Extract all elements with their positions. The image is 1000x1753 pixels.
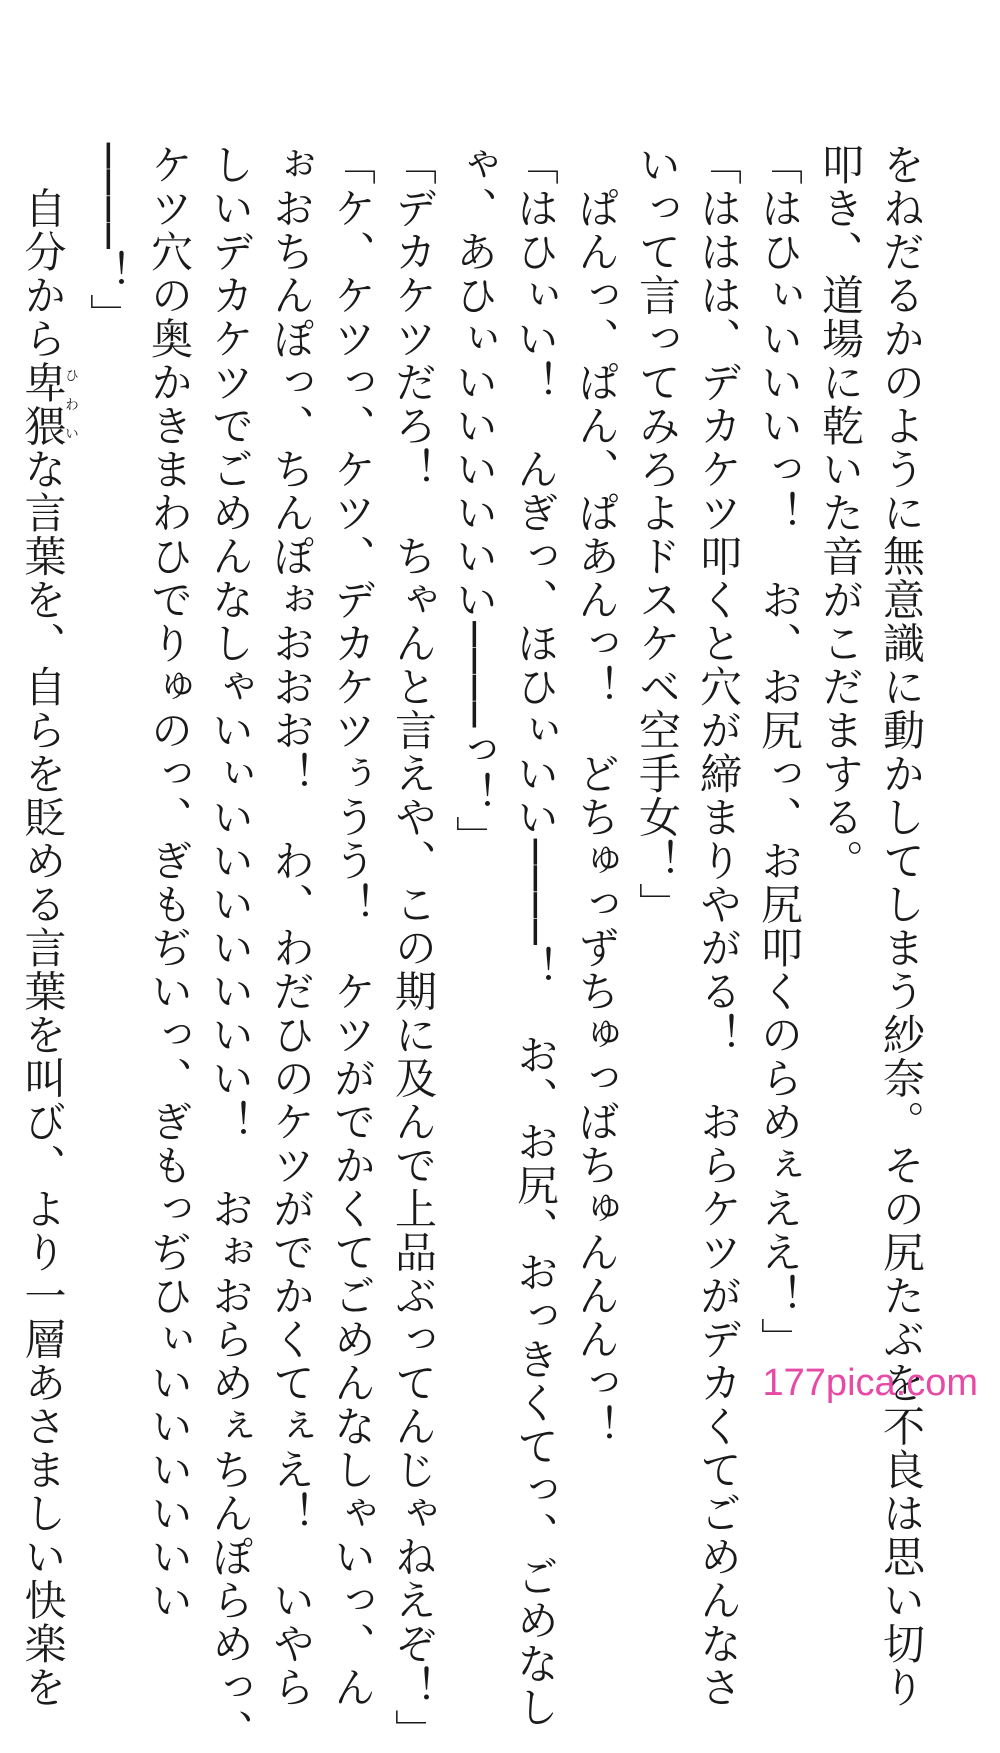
text-line: ケツ穴の奥かきまわひでりゅのっ、ぎもぢいっ、ぎもっぢひぃいいいいいい (145, 143, 194, 1622)
text-line: ぱんっ、ぱん、ぱあんっ！ どちゅっずちゅっばちゅんんんっ！ (572, 143, 621, 1448)
ruby-annotation (18, 360, 79, 448)
text-line: ────！」 (84, 143, 133, 338)
text-line: しいデカケツでごめんなしゃいぃいいいいいいい！ おぉおらめぇちんぽらめっ、 (206, 143, 255, 1753)
text-line: 「ケ、ケツっ、ケツ、デカケツぅうう！ ケツがでかくてごめんなしゃいっ、ん (328, 143, 377, 1709)
text-line: 「デカケツだろ！ ちゃんと言えや、この期に及んで上品ぶってんじゃねえぞ！」 (389, 143, 438, 1753)
text-segment: 自分から (18, 143, 68, 361)
text-line: ゃ、あひぃいいいいいい────っ！」 (450, 143, 499, 860)
text-line: 叩き、道場に乾いた音がこだまする。 (816, 143, 865, 883)
text-line: いって言ってみろよドスケベ空手女！」 (633, 143, 682, 926)
watermark-text: 177pica.com (762, 1362, 978, 1404)
text-line: をねだるかのように無意識に動かしてしまう紗奈。その尻たぶを不良は思い切り (877, 143, 926, 1709)
text-line-with-ruby (13, 143, 79, 1709)
text-line: 「ははは、デカケツ叩くと穴が締まりやがる！ おらケツがデカくてごめんなさ (694, 143, 743, 1709)
text-line: ぉおちんぽっ、ちんぽぉおおお！ わ、わだひのケツがでかくてぇえ！ いやら (267, 143, 316, 1709)
ruby-base: 卑猥 (18, 360, 68, 448)
text-segment: な言葉を、自らを貶める言葉を叫び、より一層あさましい快楽を (18, 447, 68, 1709)
text-line: 「はひぃい！ んぎっ、ほひぃいい────！ お、お尻、おっきくてっ、ごめなし (511, 143, 560, 1730)
ruby-reading: ひわい (63, 360, 79, 448)
text-line: 「はひぃいいいっ！ お、お尻っ、お尻叩くのらめぇええ！」 (755, 143, 804, 1361)
